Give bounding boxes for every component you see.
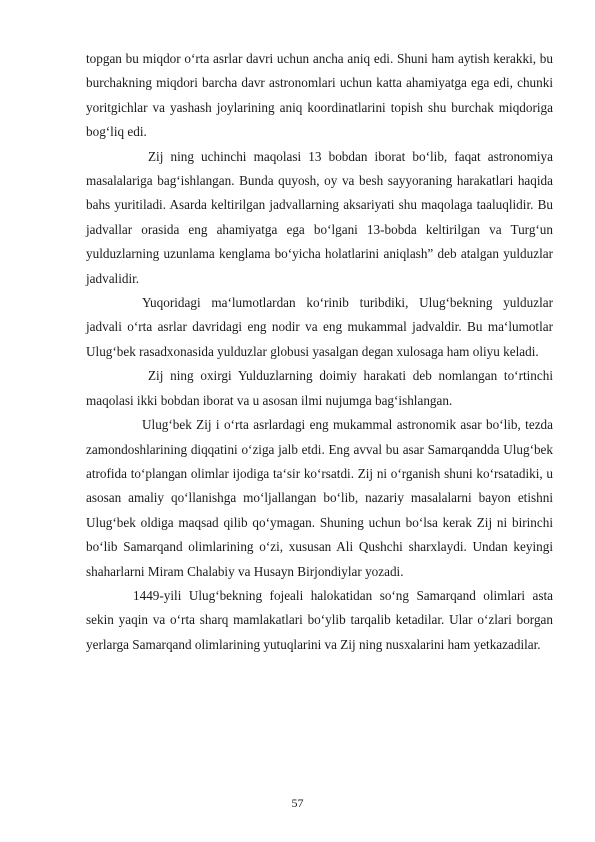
paragraph-3: Yuqoridagi ma‘lumotlardan ko‘rinib turibdiki, Ulug‘bekning yulduzlar jadvali o‘rta asrlar davridagi eng nodir va eng mukammal jadvaldir. Bu ma‘lumotlar Ulug‘bek rasadxonasida yulduzlar globusi yasalgan degan xulosaga ham oliyu keladi.	[86, 295, 553, 359]
paragraph-4: Zij ning oxirgi Yulduzlarning doimiy harakati deb nomlangan to‘rtinchi maqolasi ikki bobdan iborat va u asosan ilmi nujumga bag‘ishlangan.	[86, 368, 553, 408]
paragraph-5: Ulug‘bek Zij i o‘rta asrlardagi eng mukammal astronomik asar bo‘lib, tezda zamondoshlarining diqqatini o‘ziga jalb etdi. Eng avval bu asar Samarqandda Ulug‘bek atrofida to‘plangan olimlar ijodiga ta‘sir ko‘rsatdi. Zij ni o‘rganish shuni ko‘rsatadiki, u asosan amaliy qo‘llanishga mo‘ljallangan bo‘lib, nazariy masalalarni bayon etishni Ulug‘bek oldiga maqsad qilib qo‘ymagan. Shuning uchun bo‘lsa kerak Zij ni birinchi bo‘lib Samarqand olimlarining o‘zi, xususan Ali Qushchi sharxlaydi. Undan keyingi shaharlarni Miram Chalabiy va Husayn Birjondiylar yozadi.	[86, 417, 553, 579]
paragraph-2: Zij ning uchinchi maqolasi 13 bobdan iborat bo‘lib, faqat astronomiya masalalariga bag‘ishlangan. Bunda quyosh, oy va besh sayyoraning harakatlari haqida bahs yuritiladi. Asarda keltirilgan jadvallarning aksariyati shu maqolaga taaluqlidir. Bu jadvallar orasida eng ahamiyatga ega bo‘lgani 13-bobda keltirilgan va Turg‘un yulduzlarning uzunlama kenglama bo‘yicha holatlarini aniqlash” deb atalgan yulduzlar jadvalidir.	[86, 148, 553, 286]
paragraph-1: topgan bu miqdor o‘rta asrlar davri uchun ancha aniq edi. Shuni ham aytish kerakki, bu burchakning miqdori barcha davr astronomlari uchun katta ahamiyatga ega edi, chunki yoritgichlar va yashash joylarining aniq koordinatlarini topish shu burchak miqdoriga bog‘liq edi.	[86, 51, 553, 140]
document-page	[86, 47, 553, 657]
paragraph-6: 1449-yili Ulug‘bekning fojeali halokatidan so‘ng Samarqand olimlari asta sekin yaqin va o‘rta sharq mamlakatlari bo‘ylib tarqalib ketadilar. Ular o‘zlari borgan yerlarga Samarqand olimlarining yutuqlarini va Zij ning nusxalarini ham yetkazadilar.	[86, 587, 553, 652]
page-number: 57	[291, 796, 304, 810]
